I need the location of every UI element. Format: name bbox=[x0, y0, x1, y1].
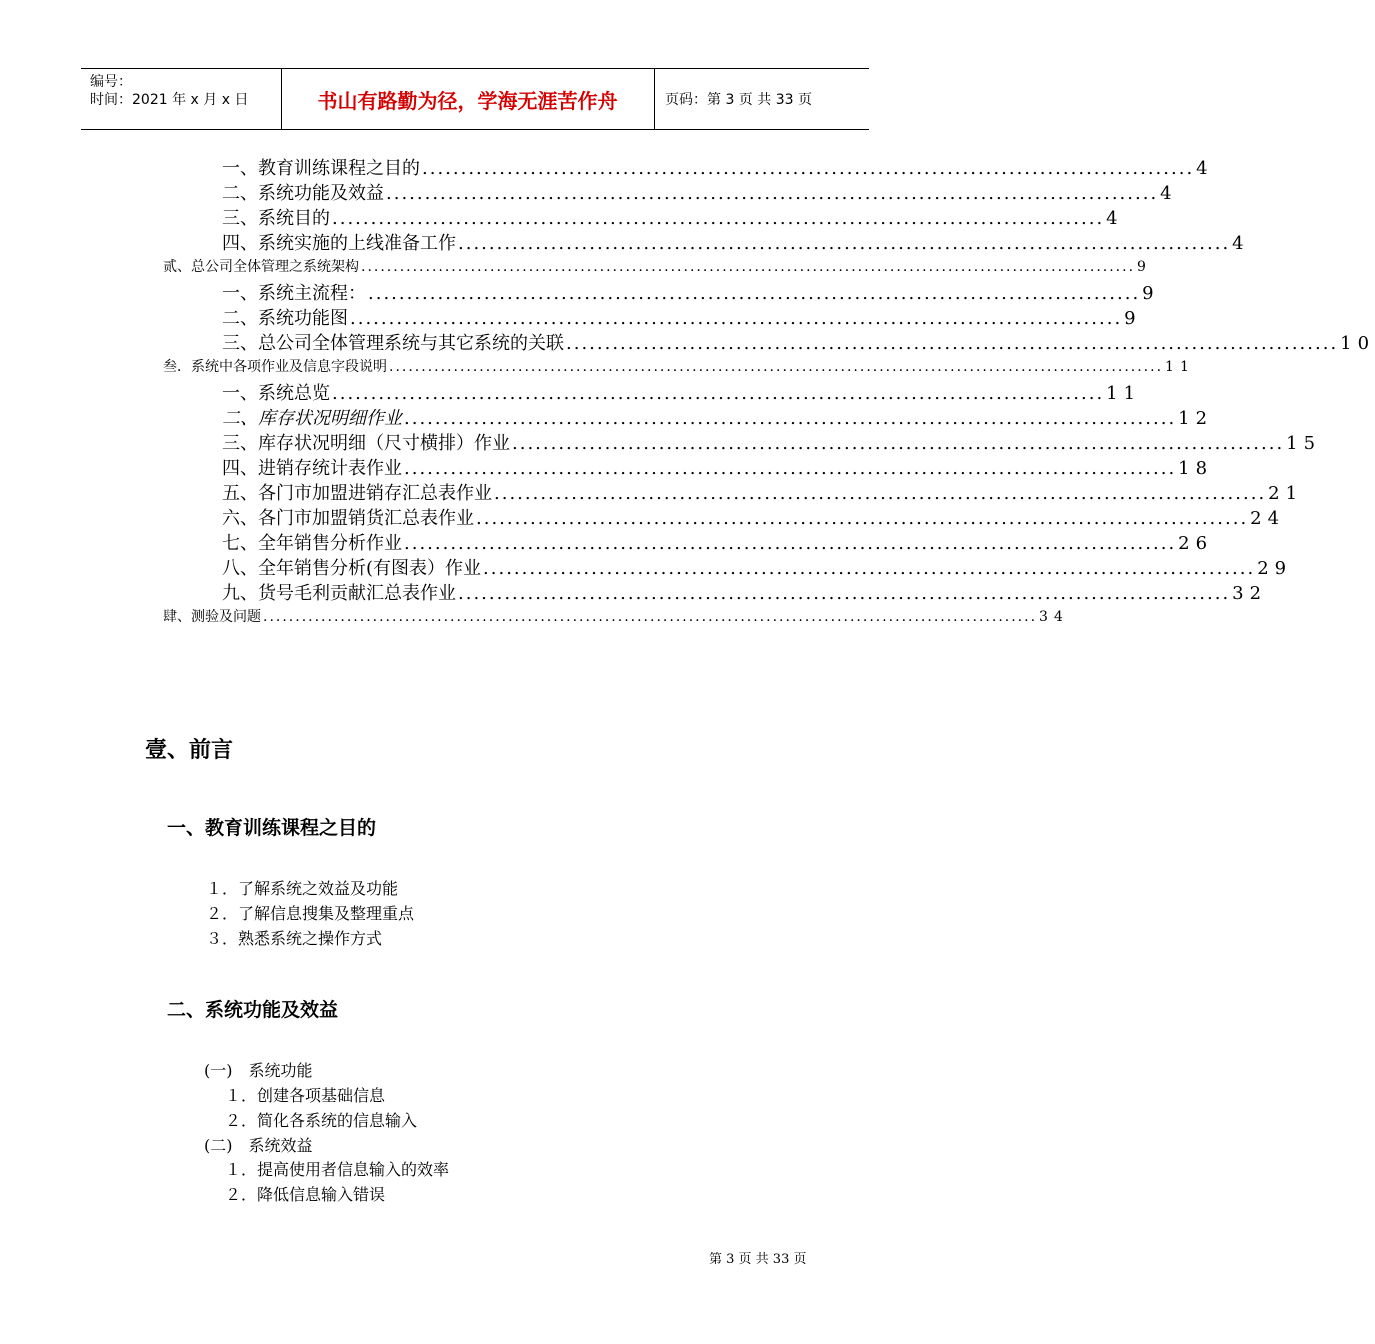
toc-entry[interactable] bbox=[222, 204, 1124, 229]
toc-leader-dots: .................................................................................................... bbox=[566, 333, 1339, 354]
toc-entry-title: 二、系统功能及效益 bbox=[222, 183, 384, 204]
toc-entry-title: 六、各门市加盟销货汇总表作业 bbox=[222, 508, 474, 529]
toc-entry-page: 34 bbox=[1039, 609, 1069, 625]
toc-leader-dots: .................................................................................................... bbox=[458, 583, 1231, 604]
page-header bbox=[81, 68, 869, 130]
list-item: ３．熟悉系统之操作方式 bbox=[206, 929, 383, 948]
toc-entry[interactable] bbox=[222, 179, 1178, 204]
toc-entry[interactable] bbox=[163, 606, 1069, 631]
section-heading-purpose: 一、教育训练课程之目的 bbox=[167, 817, 377, 839]
toc-entry[interactable] bbox=[163, 356, 1195, 381]
toc-entry-page: 18 bbox=[1178, 458, 1214, 479]
toc-entry[interactable] bbox=[222, 304, 1142, 329]
toc-entry-title: 五、各门市加盟进销存汇总表作业 bbox=[222, 483, 492, 504]
toc-entry-title: 一、教育训练课程之目的 bbox=[222, 158, 420, 179]
toc-entry[interactable] bbox=[222, 154, 1214, 179]
toc-entry-title: 叁．系统中各项作业及信息字段说明 bbox=[163, 359, 387, 375]
toc-leader-dots: .................................................................................................... bbox=[404, 458, 1177, 479]
toc-entry-page: 4 bbox=[1196, 158, 1214, 179]
toc-entry-page: 12 bbox=[1178, 408, 1214, 429]
toc-entry-title: 肆、测验及问题 bbox=[163, 609, 261, 625]
toc-leader-dots: .................................................................................................... bbox=[476, 508, 1249, 529]
page-footer: 第 3 页 共 33 页 bbox=[709, 1252, 807, 1267]
toc-entry-page: 11 bbox=[1165, 359, 1195, 375]
toc-entry[interactable] bbox=[222, 504, 1286, 529]
toc-leader-dots: .................................................................................................... bbox=[483, 558, 1256, 579]
toc-leader-dots: .................................................................................................... bbox=[422, 158, 1195, 179]
toc-entry-page: 10 bbox=[1340, 333, 1375, 354]
list-item: ２．了解信息搜集及整理重点 bbox=[206, 904, 415, 923]
toc-entry[interactable] bbox=[222, 379, 1142, 404]
toc-leader-dots: .................................................................................................... bbox=[350, 308, 1123, 329]
toc-entry-page: 4 bbox=[1106, 208, 1124, 229]
toc-entry-title: 二、系统功能图 bbox=[222, 308, 348, 329]
toc-entry-page: 21 bbox=[1268, 483, 1304, 504]
toc-entry-page: 4 bbox=[1232, 233, 1250, 254]
toc-leader-dots: .................................................................................................... bbox=[404, 408, 1177, 429]
toc-entry-title: 七、全年销售分析作业 bbox=[222, 533, 402, 554]
toc-entry[interactable] bbox=[222, 429, 1322, 454]
toc-entry-title: 二、库存状况明细作业 bbox=[222, 408, 402, 429]
toc-entry-page: 24 bbox=[1250, 508, 1286, 529]
toc-entry-title: 贰、总公司全体管理之系统架构 bbox=[163, 259, 359, 275]
header-motto-cell bbox=[281, 69, 655, 129]
toc-entry-page: 32 bbox=[1232, 583, 1268, 604]
toc-entry[interactable] bbox=[222, 529, 1214, 554]
toc-entry[interactable] bbox=[222, 329, 1375, 354]
list-item: ２．降低信息输入错误 bbox=[225, 1185, 386, 1204]
toc-leader-dots: .................................................................................................... bbox=[404, 533, 1177, 554]
toc-leader-dots: .................................................................................................... bbox=[494, 483, 1267, 504]
toc-entry-page: 9 bbox=[1124, 308, 1142, 329]
toc-entry[interactable] bbox=[222, 479, 1304, 504]
toc-entry-title: 一、系统总览 bbox=[222, 383, 330, 404]
motto-text: 书山有路勤为径，学海无涯苦作舟 bbox=[317, 88, 618, 113]
header-page-cell bbox=[655, 69, 869, 129]
subsection-label: (二) 系统效益 bbox=[204, 1136, 313, 1155]
toc-leader-dots: .................................................................................................... bbox=[368, 283, 1141, 304]
toc-leader-dots: ........................................................................................................................ bbox=[389, 359, 1164, 375]
toc-leader-dots: ........................................................................................................................ bbox=[361, 259, 1136, 275]
toc-entry-page: 4 bbox=[1160, 183, 1178, 204]
toc-entry-title: 三、系统目的 bbox=[222, 208, 330, 229]
toc-leader-dots: .................................................................................................... bbox=[386, 183, 1159, 204]
list-item: ２．简化各系统的信息输入 bbox=[225, 1111, 418, 1130]
toc-leader-dots: .................................................................................................... bbox=[458, 233, 1231, 254]
subsection-label: (一) 系统功能 bbox=[204, 1061, 313, 1080]
toc-entry-title: 三、总公司全体管理系统与其它系统的关联 bbox=[222, 333, 564, 354]
toc-entry-page: 29 bbox=[1257, 558, 1293, 579]
toc-entry[interactable] bbox=[222, 454, 1214, 479]
toc-entry-title: 八、全年销售分析(有图表）作业 bbox=[222, 558, 482, 579]
toc-entry[interactable] bbox=[222, 279, 1160, 304]
toc-entry-title: 四、进销存统计表作业 bbox=[222, 458, 402, 479]
section-heading-functions: 二、系统功能及效益 bbox=[167, 999, 339, 1021]
header-meta-cell bbox=[81, 69, 282, 129]
document-date: 时间：2021 年 x 月 x 日 bbox=[90, 92, 249, 108]
list-item: １．创建各项基础信息 bbox=[225, 1086, 386, 1105]
toc-leader-dots: ........................................................................................................................ bbox=[263, 609, 1038, 625]
toc-entry[interactable] bbox=[163, 256, 1152, 281]
toc-entry[interactable] bbox=[222, 554, 1293, 579]
toc-entry-page: 11 bbox=[1106, 383, 1142, 404]
list-item: １．提高使用者信息输入的效率 bbox=[225, 1160, 450, 1179]
toc-entry[interactable] bbox=[222, 404, 1214, 429]
header-page-info: 页码：第 3 页 共 33 页 bbox=[665, 92, 812, 108]
toc-entry-page: 26 bbox=[1178, 533, 1214, 554]
toc-entry-page: 9 bbox=[1137, 259, 1152, 275]
toc-entry-title: 四、系统实施的上线准备工作 bbox=[222, 233, 456, 254]
toc-leader-dots: .................................................................................................... bbox=[332, 208, 1105, 229]
toc-entry[interactable] bbox=[222, 229, 1250, 254]
toc-entry-page: 9 bbox=[1142, 283, 1160, 304]
toc-leader-dots: .................................................................................................... bbox=[512, 433, 1285, 454]
toc-entry-title: 九、货号毛利贡献汇总表作业 bbox=[222, 583, 456, 604]
toc-entry-title: 一、系统主流程： bbox=[222, 283, 366, 304]
document-number-label: 编号： bbox=[90, 74, 132, 90]
toc-leader-dots: .................................................................................................... bbox=[332, 383, 1105, 404]
toc-entry[interactable] bbox=[222, 579, 1268, 604]
toc-entry-title: 三、库存状况明细（尺寸横排）作业 bbox=[222, 433, 510, 454]
toc-entry-page: 15 bbox=[1286, 433, 1322, 454]
list-item: １．了解系统之效益及功能 bbox=[206, 879, 399, 898]
chapter-heading: 壹、前言 bbox=[145, 738, 234, 763]
